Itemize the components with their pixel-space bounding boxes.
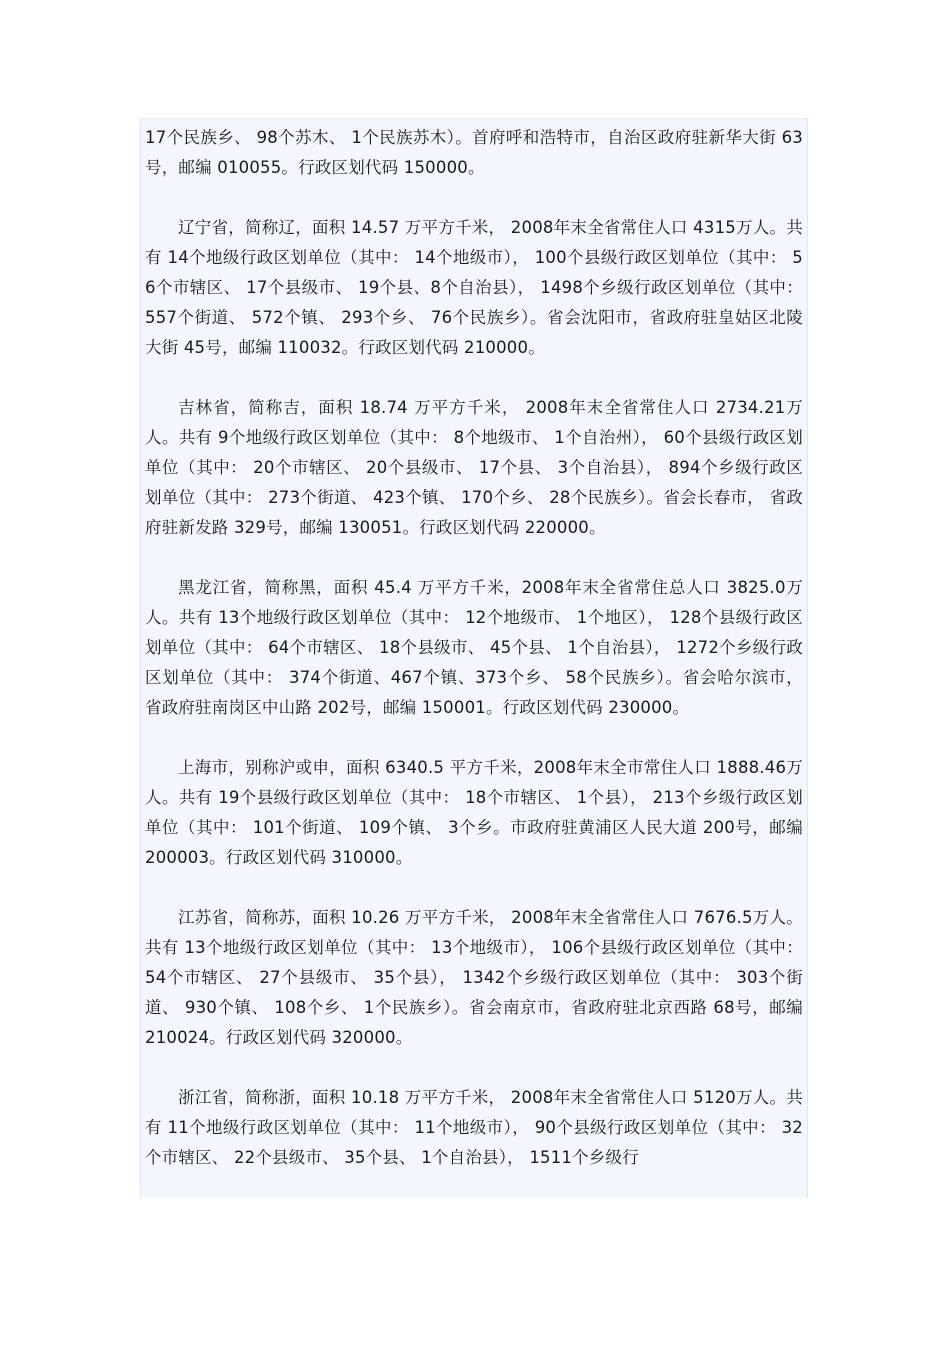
paragraph-liaoning: 辽宁省，简称辽，面积 14.57 万平方千米， 2008年末全省常住人口 4315万人。共有 14个地级行政区划单位（其中： 14个地级市）， 100个县级行政区划单位（其中： 56个市辖区、 17个县级市、 19个县、8个自治县）， 1498个乡级行政区划单位（其中： 557个街道、 572个镇、 293个乡、 76个民族乡）。省会沈阳市，省政府驻皇姑区北陵大街 45号，邮编 110032。行政区划代码 210000。 xyxy=(145,218,803,357)
paragraph-jilin: 吉林省，简称吉，面积 18.74 万平方千米， 2008年末全省常住人口 2734.21万人。共有 9个地级行政区划单位（其中： 8个地级市、 1个自治州）， 60个县级行政区划单位（其中： 20个市辖区、 20个县级市、 17个县、 3个自治县）， 894个乡级行政区划单位（其中： 273个街道、 423个镇、 170个乡、 28个民族乡）。省会长春市， 省政府驻新发路 329号，邮编 130051。行政区划代码 220000。 xyxy=(145,398,803,537)
text-content-area xyxy=(140,118,808,1198)
paragraph-zhejiang: 浙江省，简称浙，面积 10.18 万平方千米， 2008年末全省常住人口 5120万人。共有 11个地级行政区划单位（其中： 11个地级市）， 90个县级行政区划单位（其中： 32个市辖区、 22个县级市、 35个县、 1个自治县）， 1511个乡级行 xyxy=(145,1088,803,1167)
paragraph-jiangsu: 江苏省，简称苏，面积 10.26 万平方千米， 2008年末全省常住人口 7676.5万人。共有 13个地级行政区划单位（其中： 13个地级市）， 106个县级行政区划单位（其中： 54个市辖区、 27个县级市、 35个县）， 1342个乡级行政区划单位（其中： 303个街道、 930个镇、 108个乡、 1个民族乡）。省会南京市，省政府驻北京西路 68号，邮编 210024。行政区划代码 320000。 xyxy=(145,908,803,1047)
paragraph-heilongjiang: 黑龙江省，简称黑，面积 45.4 万平方千米，2008年末全省常住总人口 3825.0万人。共有 13个地级行政区划单位（其中： 12个地级市、 1个地区）， 128个县级行政区划单位（其中： 64个市辖区、 18个县级市、 45个县、 1个自治县）， 1272个乡级行政区划单位（其中： 374个街道、467个镇、373个乡、 58个民族乡）。省会哈尔滨市， 省政府驻南岗区中山路 202号，邮编 150001。行政区划代码 230000。 xyxy=(145,578,803,717)
paragraph-shanghai: 上海市，别称沪或申，面积 6340.5 平方千米，2008年末全市常住人口 1888.46万人。共有 19个县级行政区划单位（其中： 18个市辖区、 1个县）， 213个乡级行政区划单位（其中： 101个街道、 109个镇、 3个乡。市政府驻黄浦区人民大道 200号，邮编 200003。行政区划代码 310000。 xyxy=(145,758,803,867)
paragraph-inner-mongolia-tail: 17个民族乡、 98个苏木、 1个民族苏木）。首府呼和浩特市，自治区政府驻新华大街 63号，邮编 010055。行政区划代码 150000。 xyxy=(145,128,803,177)
